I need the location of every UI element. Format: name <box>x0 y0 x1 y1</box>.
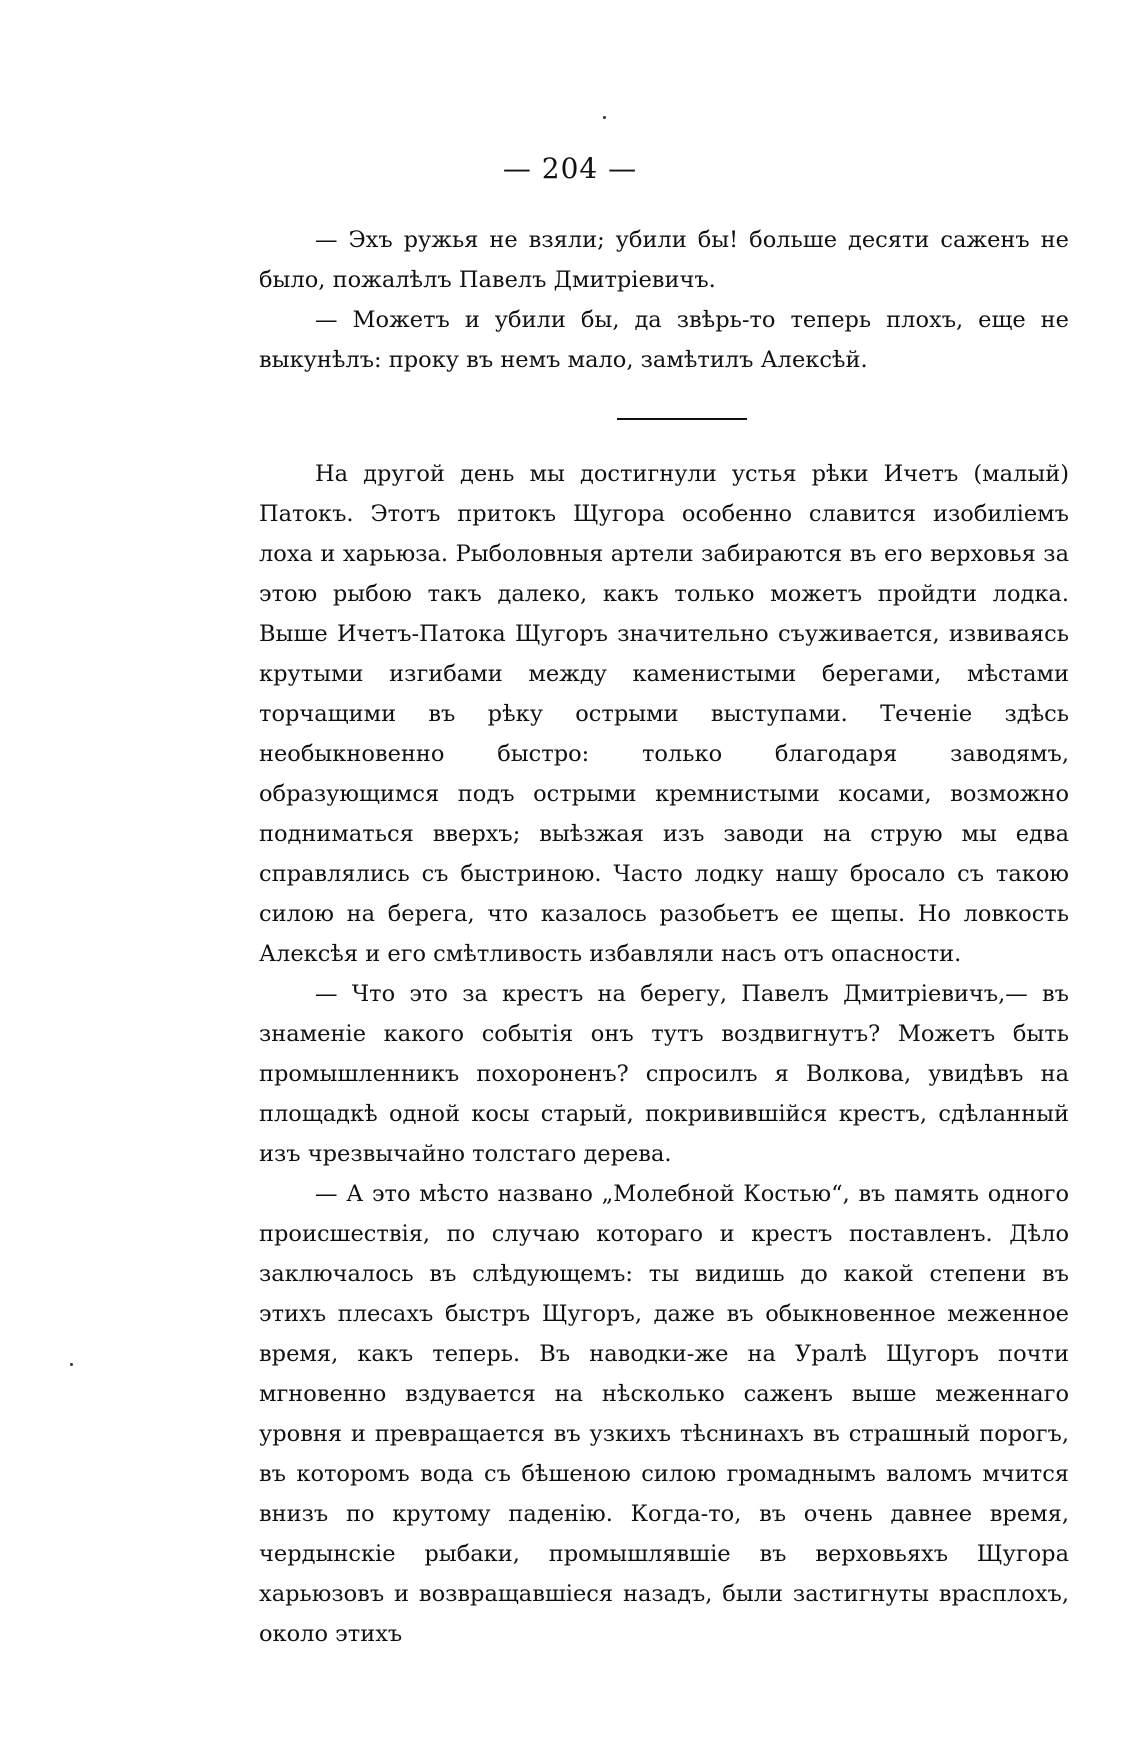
page-number: — 204 — <box>502 152 638 185</box>
print-speck <box>70 1363 73 1366</box>
print-speck <box>603 116 606 119</box>
paragraph: На другой день мы достигнули устья рѣки Ичетъ (малый) Патокъ. Этотъ притокъ Щугора особенно славится изобиліемъ лоха и харьюза. Рыболовныя артели забираются въ его верховья за этою рыбою такъ далеко, какъ только можетъ пройдти лодка. Выше Ичетъ-Патока Щугоръ значительно съуживается, извиваясь крутыми изгибами между каменистыми берегами, мѣстами торчащими въ рѣку острыми выступами. Теченіе здѣсь необыкновенно быстро: только благодаря заводямъ, образующимся подъ острыми кремнистыми косами, возможно подниматься вверхъ; выѣзжая изъ заводи на струю мы едва справлялись съ быстриною. Часто лодку нашу бросало съ такою силою на берега, что казалось разобьетъ ее щепы. Но ловкость Алексѣя и его смѣтливость избавляли насъ отъ опасности. <box>259 461 1069 967</box>
paragraph: — А это мѣсто названо „Молебной Костью“, въ память одного происшествія, по случаю котораго и крестъ поставленъ. Дѣло заключалось въ слѣдующемъ: ты видишь до какой степени въ этихъ плесахъ быстръ Щугоръ, даже въ обыкновенное меженное время, какъ теперь. Въ наводки-же на Уралѣ Щугоръ почти мгновенно вздувается на нѣсколько саженъ выше меженнаго уровня и превращается въ узкихъ тѣснинахъ въ страшный порогъ, въ которомъ вода съ бѣшеною силою громаднымъ валомъ мчится внизъ по крутому паденію. Когда-то, въ очень давнее время, чердынскіе рыбаки, промышлявшіе въ верховьяхъ Щугора харьюзовъ и возвращавшіеся назадъ, были застигнуты врасплохъ, около этихъ <box>259 1181 1069 1647</box>
section-divider <box>617 418 747 420</box>
main-text <box>259 454 1069 1654</box>
paragraph: — Что это за крестъ на берегу, Павелъ Дмитріевичъ,— въ знаменіе какого событія онъ тутъ воздвигнутъ? Можетъ быть промышленникъ похороненъ? спросилъ я Волкова, увидѣвъ на площадкѣ одной косы старый, покривившійся крестъ, сдѣланный изъ чрезвычайно толстаго дерева. <box>259 981 1069 1167</box>
top-dialogue <box>259 220 1069 380</box>
paragraph: — Можетъ и убили бы, да звѣрь-то теперь плохъ, еще не выкунѣлъ: проку въ немъ мало, замѣтилъ Алексѣй. <box>259 307 1069 373</box>
paragraph: — Эхъ ружья не взяли; убили бы! больше десяти саженъ не было, пожалѣлъ Павелъ Дмитріевичъ. <box>259 227 1069 293</box>
